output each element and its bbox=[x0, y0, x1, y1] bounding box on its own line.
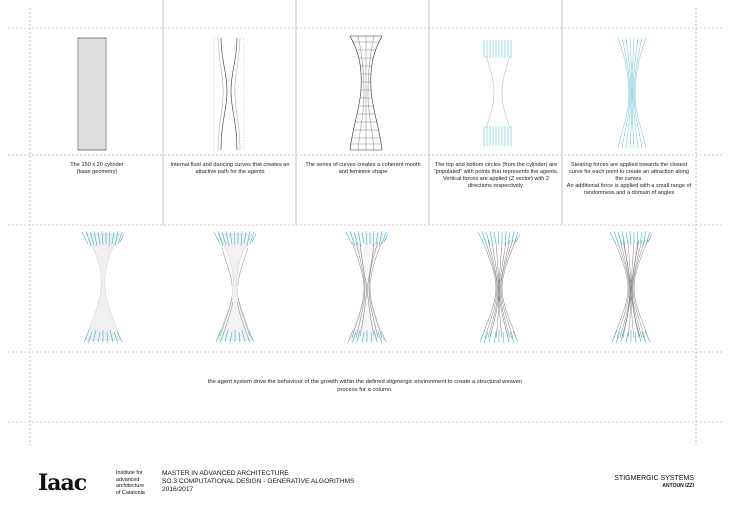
institute-line: architecture bbox=[116, 483, 145, 490]
project-info bbox=[614, 474, 694, 490]
program-line: MASTER IN ADVANCED ARCHITECTURE bbox=[162, 470, 289, 477]
figure-internal-curves bbox=[209, 36, 249, 152]
caption-step-5: Stearing forces are applied towards the closest curve for each point to create an attraction along the curves. An additional force is applied with a small range of randomness and a domain of angles bbox=[566, 162, 692, 196]
caption-step-4: The top and bottom circles (from the cylinder) are "populated" with points that represents the agents. Vertical forces are applied (Z vector) with 2 directions respectively. bbox=[433, 162, 559, 189]
figure-growth-stage-1 bbox=[76, 228, 130, 348]
program-line: SO.3 COMPUTATIONAL DESIGN - GENERATIVE ALGORITHMS bbox=[162, 478, 355, 486]
project-author: ANTOUN IZZI bbox=[662, 483, 694, 489]
iaac-logo: Iaac bbox=[38, 470, 87, 496]
caption-step-3: The series of curves creates a coherent mooth and feminine shape bbox=[305, 162, 421, 175]
caption-step-2: Internal fluid and dancing curves that creates an attactive path for the agents bbox=[170, 162, 290, 175]
figure-base-cylinder bbox=[74, 36, 110, 152]
figure-growth-stage-3 bbox=[340, 228, 394, 348]
program-info bbox=[162, 470, 354, 495]
program-line: 2016/2017 bbox=[162, 486, 194, 494]
figure-growth-stage-4 bbox=[472, 228, 526, 348]
figure-populated-points bbox=[478, 36, 518, 152]
institute-line: Institute for bbox=[116, 470, 143, 476]
caption-step-1: The 150 x 20 cylinder (base geometry) bbox=[70, 162, 124, 175]
figure-growth-stage-5 bbox=[604, 228, 658, 348]
figure-mesh-shape bbox=[346, 34, 386, 152]
institute-line: advanced bbox=[116, 476, 140, 483]
growth-caption: the agent system drive the behaviour of the growth within the defined stigmergic environment to create a structural weaven process for a column. bbox=[207, 379, 523, 393]
figure-steering-forces bbox=[612, 34, 652, 152]
project-title: STIGMERGIC SYSTEMS bbox=[614, 475, 694, 482]
institute-line: of Catalonia bbox=[116, 489, 145, 496]
figure-growth-stage-2 bbox=[208, 228, 262, 348]
